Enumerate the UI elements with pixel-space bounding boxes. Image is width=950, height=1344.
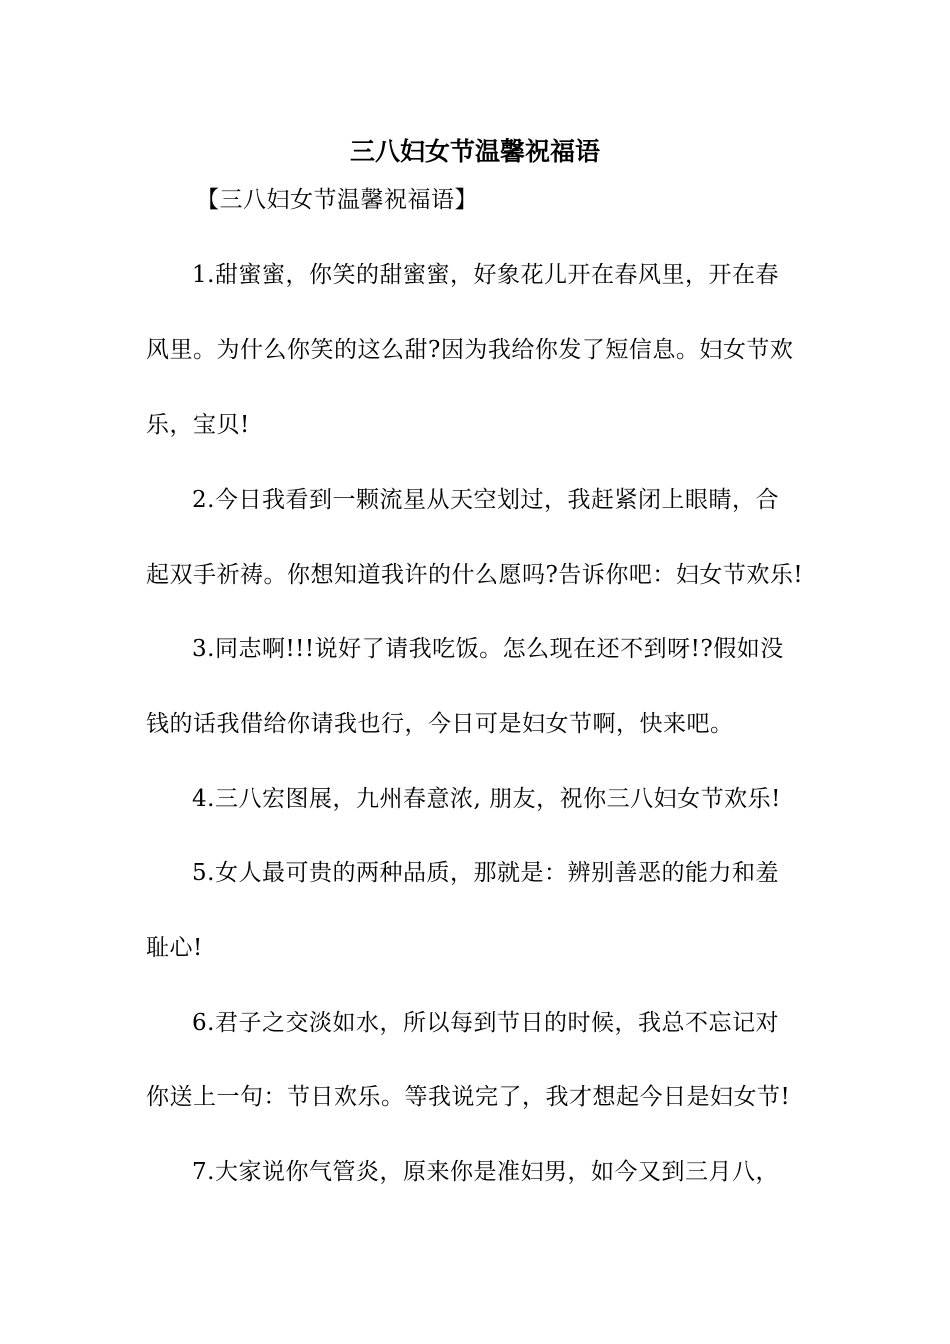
section-heading: 【三八妇女节温馨祝福语】	[196, 187, 478, 213]
paragraph-line: 你送上一句：节日欢乐。等我说完了，我才想起今日是妇女节!	[146, 1084, 791, 1110]
paragraph-line: 6.君子之交淡如水，所以每到节日的时候，我总不忘记对	[192, 1010, 779, 1036]
paragraph-line: 耻心!	[146, 935, 203, 961]
paragraph-line: 乐，宝贝!	[146, 412, 250, 438]
document-title: 三八妇女节温馨祝福语	[349, 137, 600, 166]
paragraph-line: 3.同志啊!!!说好了请我吃饭。怎么现在还不到呀!?假如没	[192, 636, 784, 662]
paragraph-line: 风里。为什么你笑的这么甜?因为我给你发了短信息。妇女节欢	[146, 337, 794, 363]
paragraph-line: 5.女人最可贵的两种品质，那就是：辨别善恶的能力和羞	[192, 860, 779, 886]
paragraph-line: 7.大家说你气管炎，原来你是准妇男，如今又到三月八，	[192, 1159, 779, 1185]
paragraph-line: 起双手祈祷。你想知道我许的什么愿吗?告诉你吧：妇女节欢乐!	[146, 562, 804, 588]
paragraph-line: 2.今日我看到一颗流星从天空划过，我赶紧闭上眼睛，合	[192, 487, 779, 513]
paragraph-line: 1.甜蜜蜜，你笑的甜蜜蜜，好象花儿开在春风里，开在春	[192, 262, 779, 288]
paragraph-line: 4.三八宏图展，九州春意浓, 朋友，祝你三八妇女节欢乐!	[192, 786, 781, 812]
paragraph-line: 钱的话我借给你请我也行，今日可是妇女节啊，快来吧。	[146, 711, 734, 737]
